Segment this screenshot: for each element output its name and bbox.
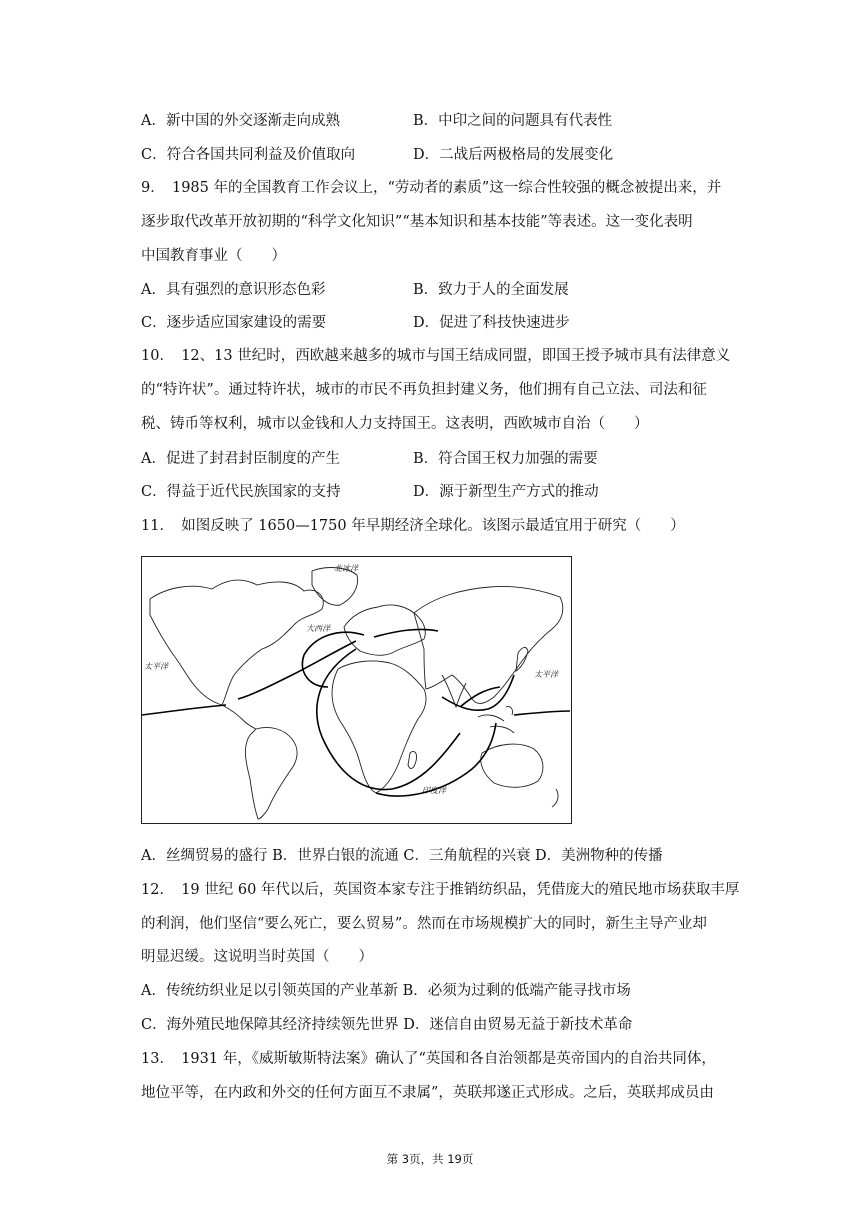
route-atlantic-loop xyxy=(302,632,364,687)
q12-stem-line-3: 明显迟缓。这说明当时英国（ ） xyxy=(141,949,373,965)
q13-stem-line-1: 13． 1931 年，《威斯敏斯特法案》确认了“英国和各自治领都是英帝国内的自治共同体， xyxy=(141,1051,716,1067)
q9-stem-line-1: 9． 1985 年的全国教育工作会议上，“劳动者的素质”这一综合性较强的概念被提出来，并 xyxy=(141,180,722,196)
q10-option-a: A．促进了封君封臣制度的产生 xyxy=(141,451,340,467)
label-pacific-ocean-west: 太平洋 xyxy=(144,662,168,671)
q13-stem-line-2: 地位平等，在内政和外交的任何方面互不隶属”，英联邦遂正式形成。之后，英联邦成员由 xyxy=(141,1085,714,1101)
india-outline xyxy=(442,675,466,707)
trade-route-world-map xyxy=(141,556,572,824)
label-atlantic-ocean: 大西洋 xyxy=(306,624,330,633)
q8-option-c: C．符合各国共同利益及价值取向 xyxy=(141,147,356,163)
page-footer: 第 3页，共 19页 xyxy=(386,1152,474,1166)
q9-option-a: A．具有强烈的意识形态色彩 xyxy=(141,282,326,298)
q12-stem-line-2: 的利润，他们坚信“要么死亡，要么贸易”。然而在市场规模扩大的同时，新生主导产业却 xyxy=(141,916,707,932)
route-asia-network xyxy=(442,675,514,710)
north-america-outline xyxy=(150,580,323,705)
q8-option-b: B．中印之间的问题具有代表性 xyxy=(413,113,613,129)
q10-option-b: B．符合国王权力加强的需要 xyxy=(413,451,598,467)
q12-options-row-1: A．传统纺织业足以引领英国的产业革新 B．必须为过剩的低端产能寻找市场 xyxy=(141,983,631,999)
q12-stem-line-1: 12． 19 世纪 60 年代以后，英国资本家专注于推销纺织品，凭借庞大的殖民地市场获取丰厚 xyxy=(141,882,740,898)
route-pacific-manila-acapulco xyxy=(142,705,226,715)
q8-option-d: D．二战后两极格局的发展变化 xyxy=(413,147,614,163)
q10-option-d: D．源于新型生产方式的推动 xyxy=(413,484,599,500)
route-europe-asia xyxy=(374,629,438,637)
label-indian-ocean: 印度洋 xyxy=(422,786,446,795)
q12-options-row-2: C．海外殖民地保障其经济持续领先世界 D．迷信自由贸易无益于新技术革命 xyxy=(141,1017,633,1033)
route-pacific-east xyxy=(514,711,570,715)
q9-option-c: C．逐步适应国家建设的需要 xyxy=(141,315,327,331)
route-africa-cape xyxy=(317,649,460,790)
route-atlantic-to-america xyxy=(238,641,356,699)
label-pacific-ocean-east: 太平洋 xyxy=(534,670,558,679)
label-arctic-ocean: 北冰洋 xyxy=(334,564,358,573)
new-zealand-outline xyxy=(552,789,558,807)
greenland-outline xyxy=(312,568,358,606)
q8-option-a: A．新中国的外交逐渐走向成熟 xyxy=(141,113,340,129)
madagascar-outline xyxy=(408,751,417,768)
asia-outline xyxy=(414,586,563,703)
q9-option-d: D．促进了科技快速进步 xyxy=(413,315,570,331)
world-map-svg xyxy=(142,557,570,822)
q10-option-c: C．得益于近代民族国家的支持 xyxy=(141,484,341,500)
q9-stem-line-2: 逐步取代改革开放初期的“科学文化知识”“基本知识和基本技能”等表述。这一变化表明 xyxy=(141,214,693,230)
q10-stem-line-2: 的“特许状”。通过特许状，城市的市民不再负担封建义务，他们拥有自己立法、司法和征 xyxy=(141,382,707,398)
australia-outline xyxy=(481,744,543,787)
south-america-outline xyxy=(245,727,297,819)
q11-options: A．丝绸贸易的盛行 B．世界白银的流通 C．三角航程的兴衰 D．美洲物种的传播 xyxy=(141,848,663,864)
central-america-outline xyxy=(222,705,256,729)
q10-stem-line-3: 税、铸币等权利，城市以金钱和人力支持国王。这表明，西欧城市自治（ ） xyxy=(141,416,649,432)
q9-option-b: B．致力于人的全面发展 xyxy=(413,282,569,298)
q9-stem-line-3: 中国教育事业（ ） xyxy=(141,248,286,264)
q11-stem: 11． 如图反映了 1650—1750 年早期经济全球化。该图示最适宜用于研究（ ） xyxy=(141,518,685,534)
q10-stem-line-1: 10． 12、13 世纪时，西欧越来越多的城市与国王结成同盟，即国王授予城市具有法律意义 xyxy=(141,348,731,364)
